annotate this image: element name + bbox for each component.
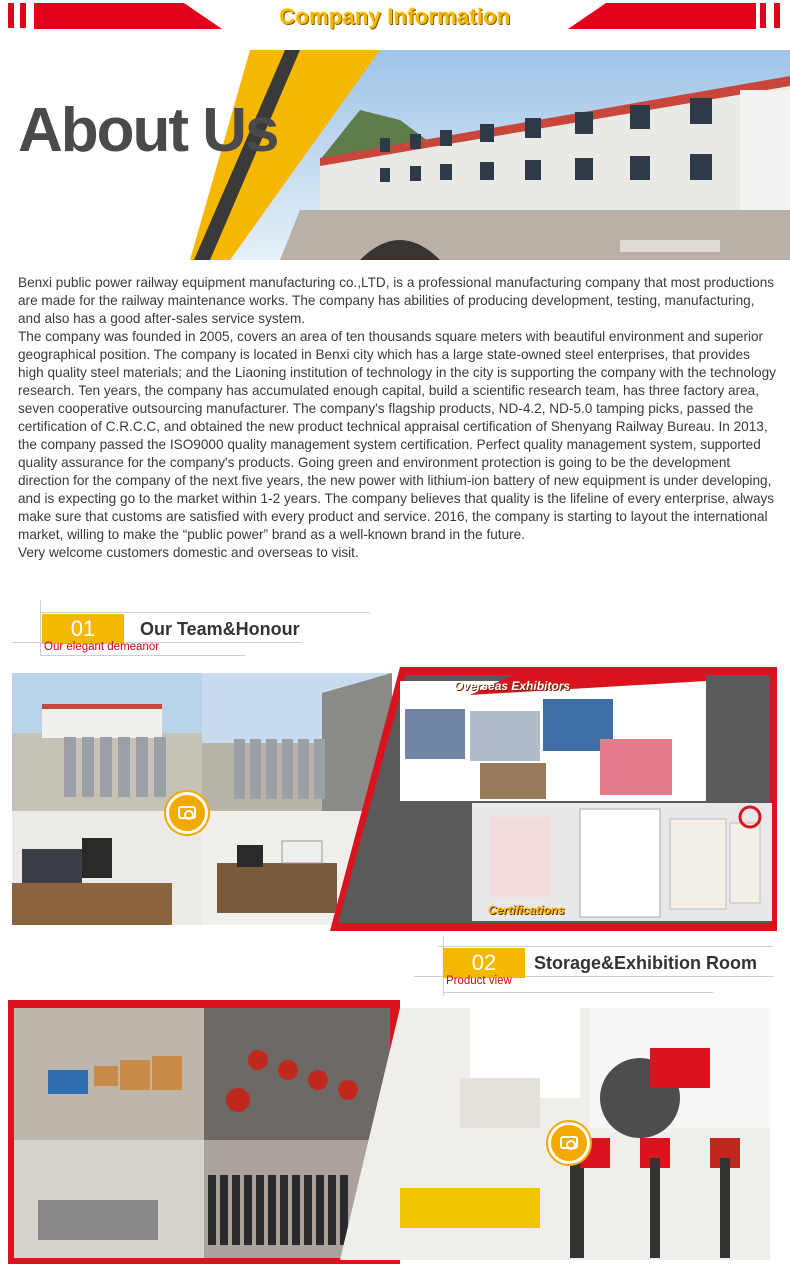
camera-icon bbox=[166, 792, 208, 834]
header-banner-right bbox=[566, 3, 756, 29]
header-stripe-left-1 bbox=[8, 3, 14, 28]
section1-line-top bbox=[40, 612, 370, 613]
exhibition-photo-panel bbox=[340, 1008, 770, 1260]
honour-photo-panel bbox=[330, 667, 777, 931]
header-title: Company Information bbox=[279, 4, 511, 29]
section1-subtitle: Our elegant demeanor bbox=[44, 641, 160, 653]
section1-vline bbox=[40, 600, 41, 655]
header-bar bbox=[0, 0, 790, 32]
section2-title: Storage&Exhibition Room bbox=[534, 953, 758, 973]
about-us-title: About Us bbox=[18, 96, 278, 165]
camera-icon bbox=[548, 1122, 590, 1164]
section1-title: Our Team&Honour bbox=[140, 619, 300, 639]
section1-line-bottom bbox=[40, 655, 245, 656]
overseas-exhibitors-label: Overseas Exhibitors bbox=[454, 679, 571, 693]
company-intro bbox=[18, 274, 778, 562]
certifications-label: Certifications bbox=[488, 903, 565, 917]
header-stripe-left-2 bbox=[20, 3, 26, 28]
section2-number: 02 bbox=[443, 948, 525, 978]
section2-line-bottom bbox=[443, 992, 713, 993]
intro-paragraph-1: Benxi public power railway equipment manufacturing co.,LTD, is a professional manufacturing company that most productions are made for the railway maintenance works. The company has abilities of producing development, testing, manufacturing, and also has a good after-sales service system. bbox=[18, 275, 775, 326]
header-stripe-right-1 bbox=[760, 3, 766, 28]
header-banner-left bbox=[34, 3, 224, 29]
intro-paragraph-3: Very welcome customers domestic and overseas to visit. bbox=[18, 545, 359, 560]
section1-number: 01 bbox=[42, 614, 124, 644]
section2-line-top bbox=[438, 946, 773, 947]
section2-subtitle: Product view bbox=[446, 975, 512, 987]
intro-paragraph-2: The company was founded in 2005, covers an area of ten thousands square meters with beautiful environment and superior geographical position. The company is located in Benxi city which has a large state-owned steel enterprises, that provides high quality steel materials; and the Liaoning institution of technology in the city is supporting the company with the technology research. Ten years, the company has accumulated enough capital, build a scientific research team, has three factory area, seven cooperative outsourcing manufacturer. The company's flagship products, ND-4.2, ND-5.0 tamping picks, passed the certification of C.R.C.C, and obtained the new product technical appraisal certification of Shenyang Railway Bureau. In 2013, the company passed the ISO9000 quality management system certification. Perfect quality management system, supported quality assurance for the company's products. Going green and environment protection is going to be the development direction for the company of the next five years, the new power with lithium-ion battery of new equipment is under developing, and is expecting go to the market within 1-2 years. The company believes that quality is the lifeline of every enterprise, always make sure that customs are satisfied with every product and service. 2016, the company is starting to layout the international market, willing to make the “public power” brand as a well-known brand in the future. bbox=[18, 329, 776, 542]
header-stripe-right-2 bbox=[774, 3, 780, 28]
